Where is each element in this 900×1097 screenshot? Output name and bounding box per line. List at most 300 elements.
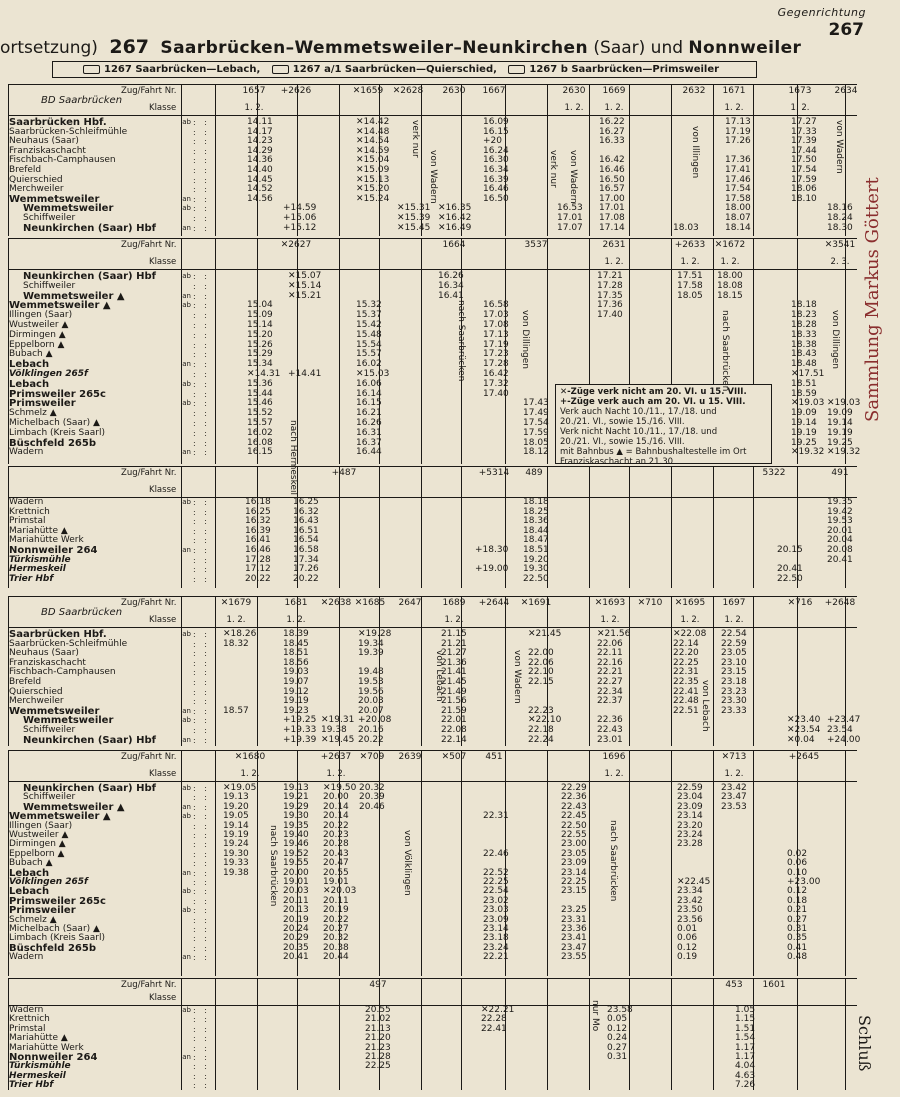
no-service-dots: : :	[193, 166, 210, 175]
column-rule	[421, 978, 422, 1090]
departure-time: 18.38	[791, 339, 817, 350]
departure-time: ✕15.07	[288, 271, 322, 281]
departure-time: ✕19.03	[791, 398, 825, 409]
departure-time: 23.53	[721, 801, 747, 812]
column-rule	[845, 978, 846, 1090]
column-rule	[589, 978, 590, 1090]
station-name: Schmelz ▲	[9, 914, 57, 925]
footnote: +-Züge verk auch am 20. VI. u 15. VIII.	[560, 397, 746, 407]
departure-time: 17.58	[725, 193, 751, 204]
arrival-departure-mark: ab	[182, 716, 191, 725]
class-value: 1. 2.	[244, 103, 264, 113]
train-number: 1673	[788, 86, 812, 96]
station-row	[9, 498, 191, 507]
departure-time: 16.42	[599, 155, 625, 166]
departure-time: 22.48	[673, 696, 699, 707]
departure-time: 23.02	[483, 895, 509, 906]
departure-time: 23.55	[561, 952, 587, 963]
train-number: 2634	[834, 86, 858, 96]
column-rule	[589, 84, 590, 236]
footnotes-box	[555, 384, 772, 467]
departure-time: 22.52	[483, 867, 509, 878]
station-row	[9, 1034, 191, 1043]
train-number: ✕710	[637, 598, 663, 608]
departure-time: 16.32	[293, 506, 319, 517]
departure-time: 20.39	[359, 792, 385, 803]
no-service-dots: : :	[193, 849, 210, 859]
departure-time: 17.41	[725, 165, 751, 175]
departure-time: 21.41	[441, 667, 467, 678]
departure-time: 19.39	[358, 648, 384, 659]
departure-time: 16.54	[293, 535, 319, 546]
departure-time: ✕21.56	[597, 629, 631, 639]
departure-time: 23.25	[561, 905, 587, 916]
via-note: von Wadern	[428, 150, 438, 204]
via-note: verk nur	[548, 150, 558, 188]
station-name: Fischbach-Camphausen	[9, 155, 116, 166]
departure-time: 20.23	[323, 830, 349, 840]
column-rule	[215, 978, 216, 1090]
station-row	[9, 546, 191, 555]
station-name: Wustweiler ▲	[9, 320, 69, 330]
no-service-dots: : :	[193, 127, 210, 137]
departure-time: 17.13	[725, 117, 751, 127]
footnote: mit Bahnbus ▲ = Bahnbushaltestelle im Ort	[560, 447, 747, 457]
departure-time: 21.15	[441, 629, 467, 639]
departure-time: 16.51	[293, 525, 319, 536]
station-name: Schiffweiler	[23, 280, 76, 291]
via-note: von Illingen	[690, 126, 700, 179]
departure-time: 18.45	[283, 638, 309, 649]
departure-time: 23.47	[561, 942, 587, 953]
departure-time: 18.12	[523, 447, 549, 458]
departure-time: 17.08	[483, 320, 509, 330]
departure-time: 4.04	[735, 1061, 756, 1072]
departure-time: ✕14.48	[356, 126, 390, 137]
no-service-dots: : :	[193, 194, 210, 204]
no-service-dots: : :	[193, 1071, 210, 1081]
departure-time: 17.43	[523, 398, 549, 409]
departure-time: 22.59	[721, 638, 747, 649]
station-name: Michelbach (Saar) ▲	[9, 924, 100, 934]
train-number: 451	[485, 752, 503, 762]
departure-time: 23.42	[677, 895, 703, 906]
departure-time: 23.36	[561, 924, 587, 934]
no-service-dots: : :	[193, 281, 210, 291]
no-service-dots: : :	[193, 925, 210, 934]
train-number: 1667	[482, 86, 506, 96]
departure-time: ✕15.04	[356, 155, 390, 166]
departure-time: 16.39	[245, 525, 271, 536]
no-service-dots: : :	[193, 678, 210, 687]
departure-time: 16.26	[438, 271, 464, 281]
departure-time: 19.35	[827, 497, 853, 507]
no-service-dots: : :	[193, 370, 210, 379]
departure-time: 22.20	[673, 648, 699, 659]
station-name: Saarbrücken-Schleifmühle	[9, 638, 128, 649]
departure-time: 0.12	[787, 886, 808, 897]
departure-time: 18.48	[791, 359, 817, 370]
train-number: ✕713	[721, 752, 747, 762]
station-name: Wadern	[9, 1005, 44, 1015]
title-prefix: ortsetzung)	[0, 38, 98, 58]
departure-time: 1.17	[735, 1042, 756, 1053]
station-name: Neunkirchen (Saar) Hbf	[23, 734, 156, 746]
no-service-dots: : :	[193, 214, 210, 223]
departure-time: 18.05	[677, 290, 703, 301]
column-rule	[505, 596, 506, 746]
departure-time: 23.31	[561, 914, 587, 925]
departure-time: 17.40	[483, 388, 509, 399]
departure-time: 18.08	[717, 280, 743, 291]
departure-time: 0.27	[607, 1042, 628, 1053]
station-name: Primsweiler 265c	[9, 388, 106, 400]
departure-time: 23.10	[721, 657, 747, 668]
no-service-dots: : :	[193, 821, 210, 831]
arrival-departure-mark: ab	[182, 906, 191, 915]
departure-time: 21.02	[365, 1014, 391, 1025]
arrival-departure-mark: ab	[182, 118, 191, 126]
column-rule	[671, 596, 672, 746]
departure-time: 18.16	[827, 203, 853, 214]
departure-time: 22.15	[528, 677, 554, 687]
departure-time: 16.41	[438, 290, 464, 301]
via-note: von Wadern	[512, 650, 522, 704]
arrival-departure-mark: an	[182, 291, 191, 300]
departure-time: 17.44	[791, 145, 817, 156]
departure-time: 20.08	[827, 545, 853, 555]
bus-line-1: 1267 Saarbrücken—Lebach,	[104, 64, 261, 75]
no-service-dots: : :	[193, 536, 210, 546]
departure-time: 20.04	[827, 535, 853, 546]
train-number: 453	[725, 980, 743, 990]
departure-time: 20.00	[283, 867, 309, 878]
departure-time: 16.37	[356, 437, 382, 448]
departure-time: 20.41	[827, 554, 853, 565]
no-service-dots: : :	[193, 438, 210, 448]
no-service-dots: : :	[193, 448, 210, 458]
departure-time: 23.05	[721, 648, 747, 659]
departure-time: ✕15.21	[288, 290, 322, 301]
departure-time: +19.33	[283, 725, 317, 735]
departure-time: 22.11	[597, 648, 623, 659]
station-name: Wemmetsweiler ▲	[9, 300, 111, 312]
train-number: 2631	[602, 240, 626, 250]
departure-time: 20.11	[283, 895, 309, 906]
departure-time: 22.59	[677, 783, 703, 793]
departure-time: +20.08	[358, 715, 392, 726]
station-row	[9, 736, 191, 745]
departure-time: 22.50	[777, 573, 803, 584]
column-rule	[713, 978, 714, 1090]
departure-time: ✕15.20	[356, 184, 390, 195]
departure-time: ✕15.24	[356, 193, 390, 204]
departure-time: 23.09	[677, 801, 703, 812]
train-number: +2633	[674, 240, 706, 250]
station-name: Quierschied	[9, 686, 63, 697]
class-label: Klasse	[149, 485, 177, 495]
station-name: Limbach (Kreis Saarl)	[9, 427, 105, 438]
no-service-dots: : :	[193, 498, 210, 507]
column-rule	[461, 750, 462, 976]
column-rule	[505, 978, 506, 1090]
train-number: 489	[525, 468, 543, 478]
station-row	[9, 390, 191, 399]
station-name: Neuhaus (Saar)	[9, 648, 79, 659]
departure-time: 15.09	[247, 310, 273, 321]
class-value: 1. 2.	[286, 615, 306, 625]
station-name: Fischbach-Camphausen	[9, 667, 116, 678]
station-name: Schiffweiler	[23, 792, 76, 803]
departure-time: 16.27	[599, 126, 625, 137]
departure-time: 20.22	[323, 914, 349, 925]
departure-time: 22.36	[561, 792, 587, 803]
via-note: von Wadern	[834, 120, 844, 174]
departure-time: 17.34	[293, 554, 319, 565]
departure-time: 16.18	[245, 497, 271, 507]
departure-time: 23.20	[677, 820, 703, 831]
departure-time: ✕19.28	[358, 629, 392, 639]
departure-time: 22.21	[597, 667, 623, 678]
departure-time: 23.41	[561, 933, 587, 944]
class-value: 1. 2.	[724, 103, 744, 113]
departure-time: 18.33	[791, 329, 817, 340]
no-service-dots: : :	[193, 784, 210, 793]
departure-time: ✕15.13	[356, 174, 390, 185]
departure-time: 23.33	[721, 705, 747, 716]
division-label: BD Saarbrücken	[41, 95, 123, 106]
no-service-dots: : :	[193, 840, 210, 850]
column-rule	[339, 238, 340, 464]
departure-time: ✕20.03	[323, 886, 357, 897]
departure-time: 22.29	[561, 783, 587, 793]
departure-time: 19.53	[827, 516, 853, 527]
station-row	[9, 726, 191, 735]
departure-time: 0.31	[787, 924, 808, 934]
station-name: Neunkirchen (Saar) Hbf	[23, 271, 156, 282]
departure-time: 21.59	[441, 705, 467, 716]
no-service-dots: : :	[193, 868, 210, 878]
footnote: Verk auch Nacht 10./11., 17./18. und	[560, 407, 717, 417]
departure-time: 17.49	[523, 408, 549, 419]
departure-time: 17.27	[791, 117, 817, 127]
arrival-departure-mark: an	[182, 1053, 191, 1061]
departure-time: ✕0.04	[787, 734, 815, 745]
via-note: nur Mo	[590, 1000, 600, 1032]
departure-time: 20.32	[323, 933, 349, 944]
station-row	[9, 292, 191, 301]
route-end: Nonnweiler	[688, 38, 802, 58]
route-suffix: (Saar) und	[593, 38, 684, 58]
no-service-dots: : :	[193, 1024, 210, 1034]
timetable-section	[8, 596, 861, 746]
column-rule	[671, 84, 672, 236]
departure-time: 17.59	[791, 174, 817, 185]
departure-time: 17.28	[597, 280, 623, 291]
train-number: ✕2628	[392, 86, 424, 96]
train-number: 1696	[602, 752, 626, 762]
departure-time: 19.42	[827, 506, 853, 517]
departure-time: ✕21.45	[528, 629, 562, 639]
class-label: Klasse	[149, 993, 177, 1003]
class-value: 2. 3.	[830, 257, 850, 267]
class-value: 1. 2.	[724, 769, 744, 779]
no-service-dots: : :	[193, 565, 210, 575]
no-service-dots: : :	[193, 735, 210, 745]
departure-time: 16.46	[599, 165, 625, 175]
station-name: Wadern	[9, 447, 44, 458]
station-name: Neuhaus (Saar)	[9, 136, 79, 147]
column-rule	[713, 596, 714, 746]
departure-time: 0.41	[787, 942, 808, 953]
no-service-dots: : :	[193, 896, 210, 906]
departure-time: 19.12	[283, 686, 309, 697]
departure-time: 17.07	[557, 222, 583, 233]
departure-time: 19.24	[223, 839, 249, 850]
class-label: Klasse	[149, 769, 177, 779]
departure-time: +24.00	[827, 734, 861, 745]
departure-time: 23.56	[677, 914, 703, 925]
table-number: 267	[109, 36, 150, 58]
departure-time: 16.30	[483, 155, 509, 166]
departure-time: 22.06	[528, 657, 554, 668]
no-service-dots: : :	[193, 409, 210, 419]
station-name: Türkismühle	[9, 554, 71, 565]
no-service-dots: : :	[193, 630, 210, 639]
departure-time: 23.34	[677, 886, 703, 897]
column-rule	[547, 978, 548, 1090]
departure-time: 16.34	[438, 280, 464, 291]
departure-time: 15.29	[247, 349, 273, 360]
departure-time: +14.41	[288, 369, 322, 379]
train-number: ✕3541	[824, 240, 856, 250]
class-value: 1. 2.	[790, 103, 810, 113]
departure-time: 23.04	[677, 792, 703, 803]
arrival-departure-mark: an	[182, 360, 191, 369]
departure-time: 23.23	[721, 686, 747, 697]
departure-time: 20.27	[323, 924, 349, 934]
no-service-dots: : :	[193, 859, 210, 869]
arrival-departure-mark: ab	[182, 784, 191, 792]
departure-time: 19.20	[523, 554, 549, 565]
departure-time: 22.34	[597, 686, 623, 697]
departure-time: 14.52	[247, 184, 273, 195]
column-rule	[339, 466, 340, 588]
no-service-dots: : :	[193, 915, 210, 925]
departure-time: 1.51	[735, 1023, 756, 1034]
departure-time: 17.39	[791, 136, 817, 147]
departure-time: 18.51	[523, 545, 549, 555]
train-number: 1697	[722, 598, 746, 608]
departure-time: 16.53	[557, 203, 583, 214]
departure-time: 22.55	[561, 830, 587, 840]
departure-time: 21.56	[441, 696, 467, 707]
station-name: Hermeskeil	[9, 564, 66, 575]
train-number: ✕1695	[674, 598, 706, 608]
departure-time: 17.19	[725, 126, 751, 137]
footnote: 20./21. VI., sowie 15./16. VIII.	[560, 437, 685, 447]
departure-time: 16.46	[245, 545, 271, 555]
departure-time: 17.58	[677, 280, 703, 291]
departure-time: 18.15	[717, 290, 743, 301]
bus-line-3: 1267 b Saarbrücken—Primsweiler	[529, 64, 720, 75]
no-service-dots: : :	[193, 668, 210, 678]
train-number-label: Zug/Fahrt Nr.	[121, 240, 177, 250]
no-service-dots: : :	[193, 1015, 210, 1025]
station-name: Lebach	[9, 867, 50, 879]
departure-time: 22.14	[441, 734, 467, 745]
train-number: +2626	[280, 86, 312, 96]
departure-time: 21.23	[365, 1042, 391, 1053]
departure-time: 14.17	[247, 126, 273, 137]
departure-time: 19.29	[283, 801, 309, 812]
departure-time: 19.38	[321, 725, 347, 735]
departure-time: 19.35	[283, 820, 309, 831]
station-row	[9, 399, 191, 408]
departure-time: 22.25	[561, 877, 587, 887]
column-rule	[215, 238, 216, 464]
departure-time: 19.21	[283, 792, 309, 803]
departure-time: 17.36	[725, 155, 751, 166]
column-rule	[215, 84, 216, 236]
departure-time: 20.55	[365, 1005, 391, 1015]
departure-time: 16.32	[245, 516, 271, 527]
departure-time: 17.01	[599, 203, 625, 214]
departure-time: 20.55	[323, 867, 349, 878]
departure-time: 14.45	[247, 174, 273, 185]
timetable-section	[8, 466, 857, 588]
departure-time: 22.51	[673, 705, 699, 716]
station-name: Trier Hbf	[9, 573, 54, 584]
section-header	[9, 596, 857, 628]
station-name: Dirmingen ▲	[9, 329, 66, 340]
train-number: 2647	[398, 598, 422, 608]
no-service-dots: : :	[193, 340, 210, 350]
arrival-departure-mark: ab	[182, 399, 191, 408]
departure-time: 20.19	[323, 905, 349, 916]
station-row	[9, 360, 191, 369]
departure-time: ✕19.32	[827, 447, 861, 458]
column-rule	[753, 596, 754, 746]
departure-time: 20.19	[283, 914, 309, 925]
class-value: 1. 2.	[604, 103, 624, 113]
column-rule	[257, 750, 258, 976]
train-number: 1669	[602, 86, 626, 96]
collection-stamp: Sammlung Markus Göttert	[862, 177, 883, 423]
via-note: nach Saarbrücken	[268, 825, 278, 907]
departure-time: 17.26	[725, 136, 751, 147]
train-number: ✕2627	[280, 240, 312, 250]
station-name: Brefeld	[9, 677, 42, 687]
station-name: Büschfeld 265b	[9, 437, 96, 449]
departure-time: +15.06	[283, 213, 317, 223]
departure-time: 19.56	[358, 686, 384, 697]
departure-time: 18.32	[223, 638, 249, 649]
no-service-dots: : :	[193, 658, 210, 668]
via-note: von Dillingen	[520, 310, 530, 369]
station-row	[9, 370, 191, 379]
departure-time: 16.34	[483, 165, 509, 175]
station-name: Wemmetsweiler	[23, 203, 114, 215]
departure-time: 0.06	[677, 933, 698, 944]
departure-time: 15.42	[356, 320, 382, 330]
page-number: 267	[828, 20, 864, 40]
departure-time: ✕22.10	[528, 715, 562, 726]
station-row	[9, 331, 191, 340]
arrival-departure-mark: an	[182, 953, 191, 962]
departure-time: 16.25	[245, 506, 271, 517]
class-value: 1. 2.	[724, 615, 744, 625]
